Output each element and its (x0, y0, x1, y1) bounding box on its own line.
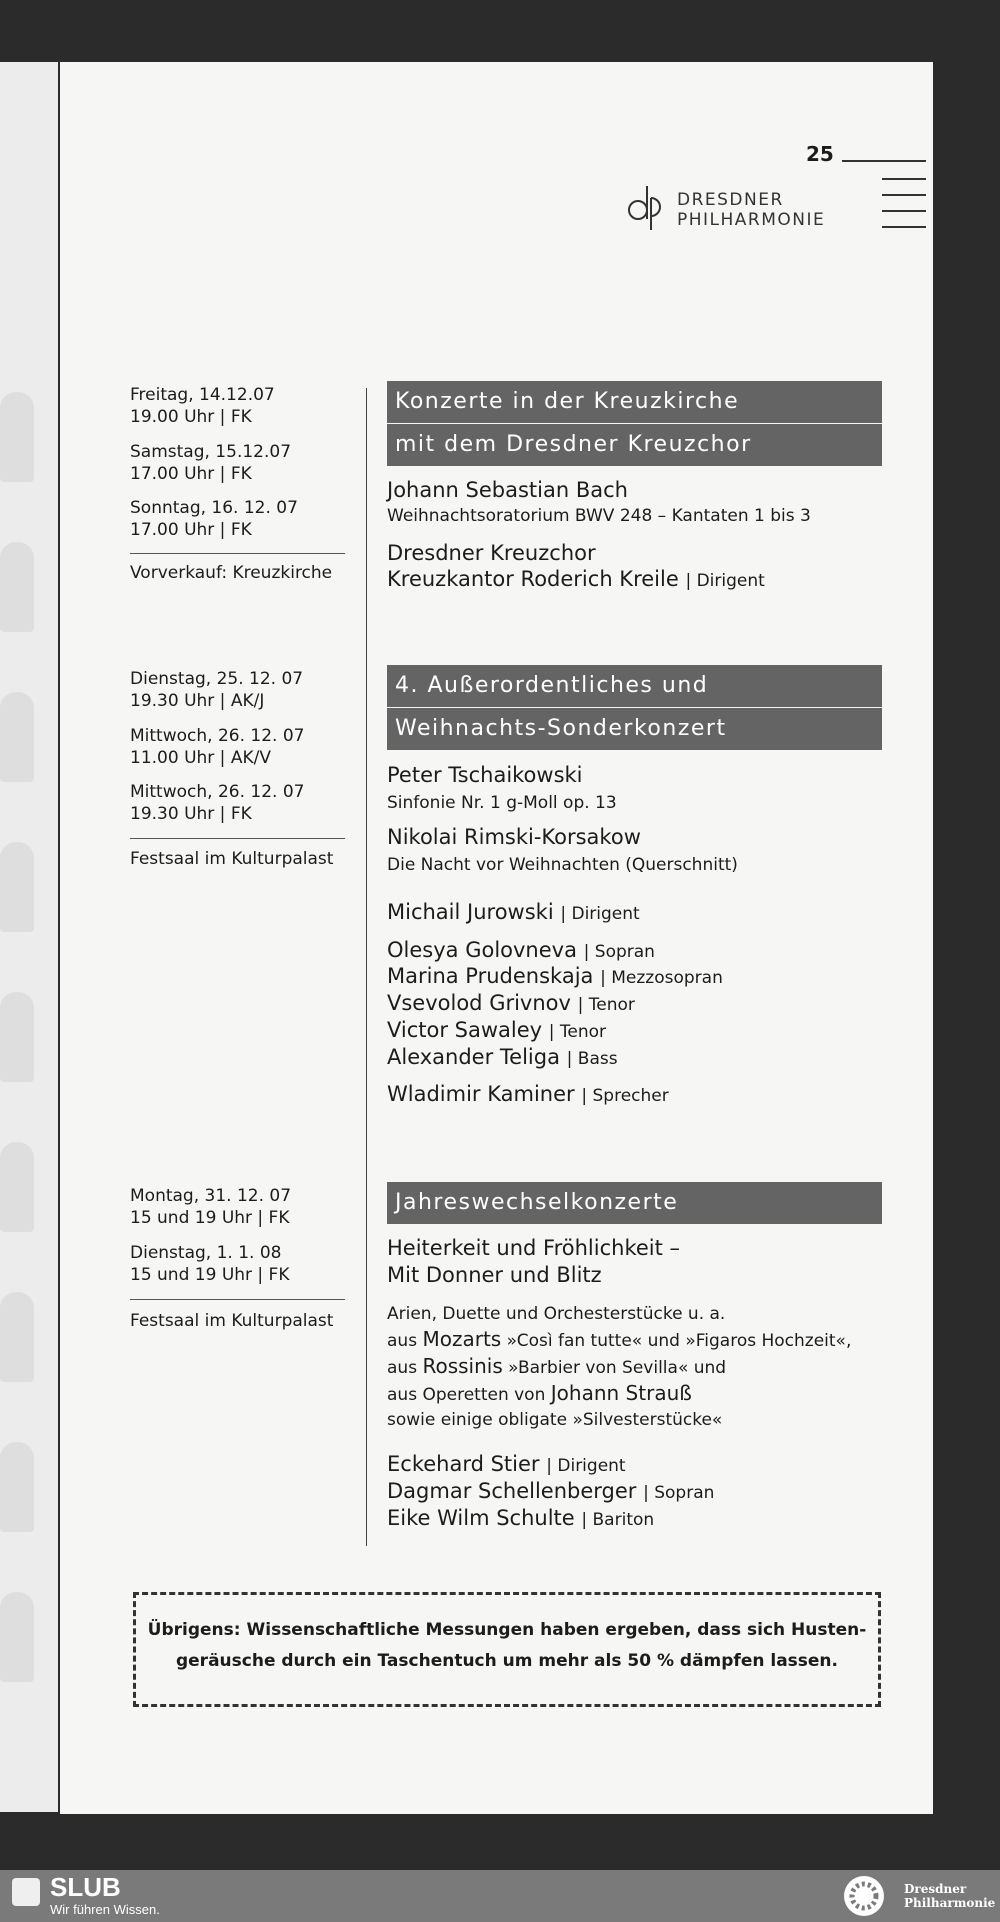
bleed-through-figure (0, 392, 34, 482)
header-rule (842, 160, 926, 162)
ensemble-name: Dresdner Kreuzchor (387, 541, 596, 565)
bleed-through-figure (0, 842, 34, 932)
concert-venue: Vorverkauf: Kreuzkirche (130, 563, 333, 583)
bleed-through-figure (0, 1142, 34, 1232)
concert-date: Samstag, 15.12.07 17.00 Uhr | FK (130, 442, 292, 484)
section-title-band: 4. Außerordentliches und (387, 665, 882, 707)
composer-name: Nikolai Rimski-Korsakow (387, 825, 641, 849)
concert-date: Montag, 31. 12. 07 15 und 19 Uhr | FK (130, 1186, 292, 1228)
concert-date: Freitag, 14.12.07 19.00 Uhr | FK (130, 385, 275, 427)
previous-page-edge (0, 62, 58, 1812)
work-title: Sinfonie Nr. 1 g-Moll op. 13 (387, 793, 617, 813)
performer-line: Eike Wilm Schulte | Bariton (387, 1506, 655, 1530)
performer-line: Dagmar Schellenberger | Sopran (387, 1479, 715, 1503)
program-description: Arien, Duette und Orchesterstücke u. a. aus Mozarts »Così fan tutte« und »Figaros Hochzeit«, aus Rossinis »Barbier von Sevilla« und aus Operetten von Johann Strauß sowie einige obligate »Silvesterstücke« (387, 1304, 852, 1430)
concert-date: Mittwoch, 26. 12. 07 19.30 Uhr | FK (130, 782, 305, 824)
concert-date: Sonntag, 16. 12. 07 17.00 Uhr | FK (130, 498, 298, 540)
section-title-band: Konzerte in der Kreuzkirche (387, 381, 882, 423)
bleed-through-figure (0, 992, 34, 1082)
bleed-through-figure (0, 1442, 34, 1532)
date-divider (130, 838, 345, 839)
performer-line: Marina Prudenskaja | Mezzosopran (387, 964, 723, 988)
work-title: Weihnachtsoratorium BWV 248 – Kantaten 1 bis 3 (387, 506, 811, 526)
composer-name: Johann Sebastian Bach (387, 478, 628, 502)
performer-line: Olesya Golovneva | Sopran (387, 938, 655, 962)
performer-line: Michail Jurowski | Dirigent (387, 900, 640, 924)
slub-logo-icon (12, 1878, 40, 1906)
concert-date: Mittwoch, 26. 12. 07 11.00 Uhr | AK/V (130, 726, 305, 768)
concert-date: Dienstag, 1. 1. 08 15 und 19 Uhr | FK (130, 1243, 290, 1285)
concert-venue: Festsaal im Kulturpalast (130, 1311, 334, 1331)
bleed-through-figure (0, 692, 34, 782)
date-divider (130, 553, 345, 554)
concert-subtitle: Mit Donner und Blitz (387, 1263, 602, 1287)
partner-logo-text: Dresdner Philharmonie (904, 1882, 996, 1910)
bleed-through-figure (0, 1292, 34, 1382)
performer-line: Alexander Teliga | Bass (387, 1045, 618, 1069)
philharmonie-logo-text: DRESDNER PHILHARMONIE (677, 190, 826, 230)
section-title-band: Weihnachts-Sonderkonzert (387, 708, 882, 750)
partner-logo-icon[interactable] (842, 1874, 886, 1918)
slub-tagline: Wir führen Wissen. (50, 1902, 160, 1917)
performer-line: Vsevolod Grivnov | Tenor (387, 991, 635, 1015)
concert-venue: Festsaal im Kulturpalast (130, 849, 334, 869)
work-title: Die Nacht vor Weihnachten (Querschnitt) (387, 855, 738, 875)
concert-date: Dienstag, 25. 12. 07 19.30 Uhr | AK/J (130, 669, 304, 711)
section-title-band: Jahreswechselkonzerte (387, 1182, 882, 1224)
concert-subtitle: Heiterkeit und Fröhlichkeit – (387, 1236, 681, 1260)
header-tick (882, 178, 926, 180)
column-divider (366, 388, 367, 1546)
performer-line: Victor Sawaley | Tenor (387, 1018, 607, 1042)
header-tick (882, 210, 926, 212)
performer-line: Kreuzkantor Roderich Kreile | Dirigent (387, 567, 765, 591)
bleed-through-figure (0, 1592, 34, 1682)
composer-name: Peter Tschaikowski (387, 763, 583, 787)
performer-line: Wladimir Kaminer | Sprecher (387, 1082, 669, 1106)
note-box: Übrigens: Wissenschaftliche Messungen haben ergeben, dass sich Husten- geräusche durch ein Taschentuch um mehr als 50 % dämpfen lassen. (133, 1592, 881, 1707)
performer-line: Eckehard Stier | Dirigent (387, 1452, 626, 1476)
header-tick (882, 194, 926, 196)
page-number: 25 (806, 142, 834, 166)
slub-logo-text[interactable]: SLUB (50, 1872, 121, 1902)
header-tick (882, 226, 926, 228)
date-divider (130, 1299, 345, 1300)
section-title-band: mit dem Dresdner Kreuzchor (387, 424, 882, 466)
philharmonie-logo-icon (620, 180, 672, 232)
bleed-through-figure (0, 542, 34, 632)
